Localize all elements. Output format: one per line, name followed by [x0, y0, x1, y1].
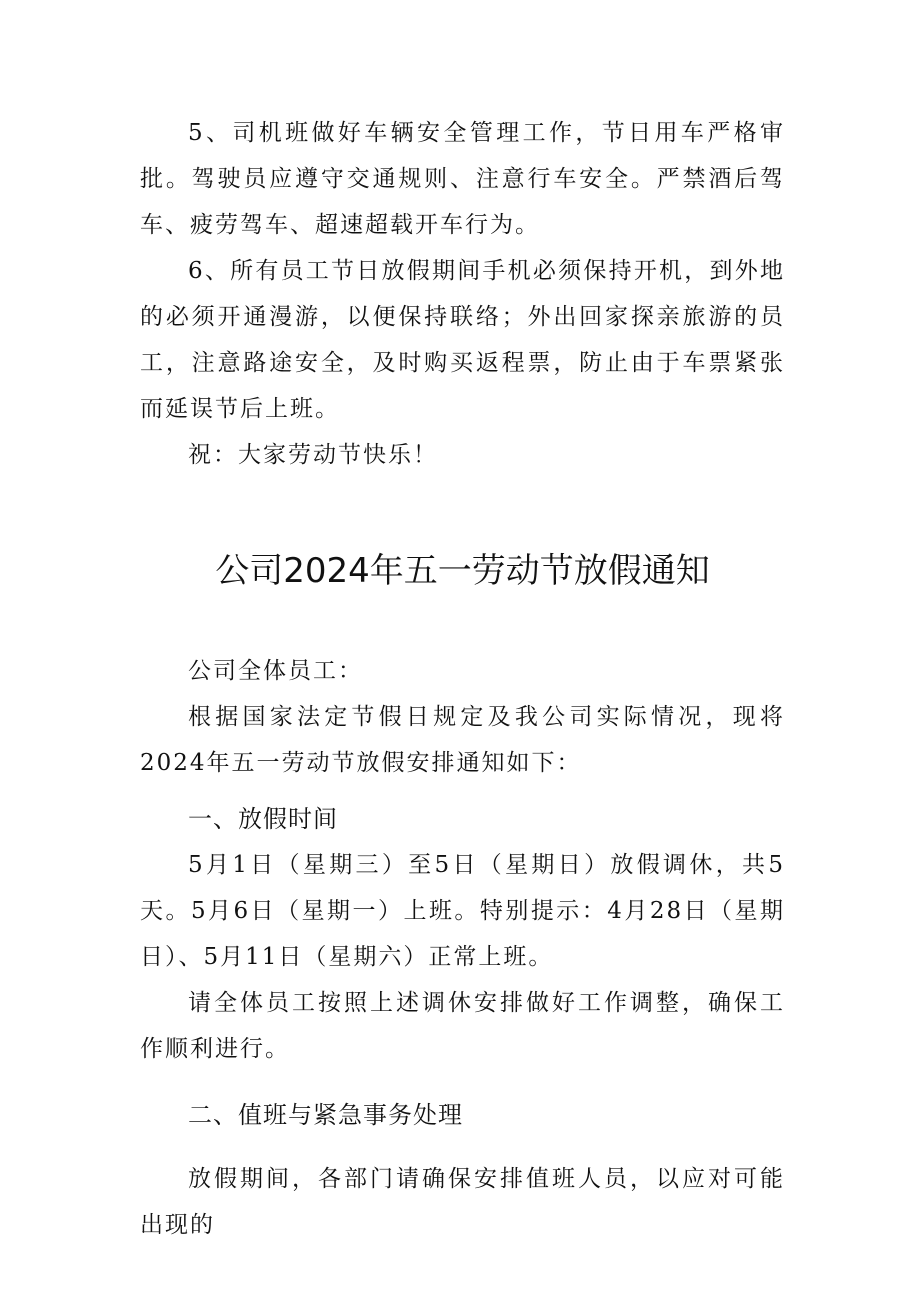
- document-page: [140, 110, 785, 1248]
- paragraph-item-5: 5、司机班做好车辆安全管理工作，节日用车严格审批。驾驶员应遵守交通规则、注意行车安全。严禁酒后驾车、疲劳驾车、超速超载开车行为。: [140, 120, 785, 238]
- intro-paragraph: 根据国家法定节假日规定及我公司实际情况，现将2024年五一劳动节放假安排通知如下：: [140, 704, 785, 776]
- document-title: 公司2024年五一劳动节放假通知: [215, 551, 710, 591]
- work-adjustment-paragraph: 请全体员工按照上述调休安排做好工作调整，确保工作顺利进行。: [140, 990, 785, 1062]
- holiday-schedule-paragraph: 5月1日（星期三）至5日（星期日）放假调休，共5天。5月6日（星期一）上班。特别提示：4月28日（星期日）、5月11日（星期六）正常上班。: [140, 852, 785, 970]
- section-heading-holiday-time: 一、放假时间: [188, 805, 338, 833]
- paragraph-item-6: 6、所有员工节日放假期间手机必须保持开机，到外地的必须开通漫游，以便保持联络；外出回家探亲旅游的员工，注意路途安全，及时购买返程票，防止由于车票紧张而延误节后上班。: [140, 258, 785, 422]
- duty-paragraph: 放假期间，各部门请确保安排值班人员，以应对可能出现的: [140, 1166, 785, 1238]
- holiday-wish: 祝：大家劳动节快乐！: [188, 442, 438, 468]
- greeting: 公司全体员工：: [188, 658, 363, 684]
- section-heading-duty: 二、值班与紧急事务处理: [188, 1101, 463, 1129]
